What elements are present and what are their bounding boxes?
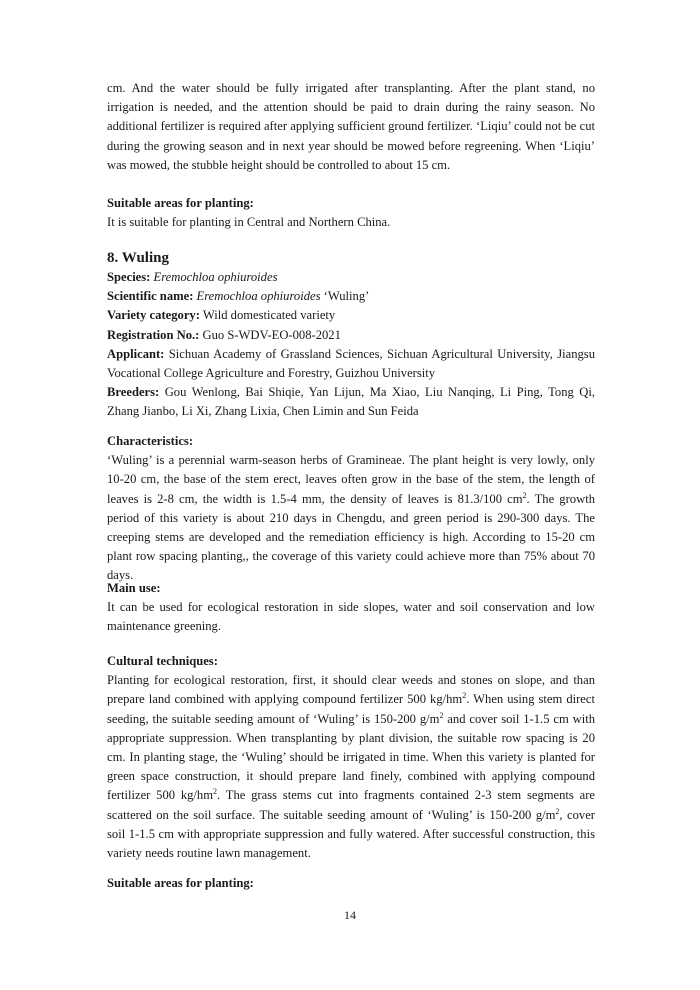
superscript: 2: [439, 710, 444, 720]
previous-areas-heading: Suitable areas for planting:: [107, 196, 254, 210]
breeders-line: [107, 383, 595, 421]
cultural-text-part: Planting for ecological restoration, first, it should clear weeds and stones on slope, and than prepare land combined with applying compound fertilizer 500 kg/hm: [107, 673, 595, 707]
main-use-text: It can be used for ecological restoration in side slopes, water and soil conservation and low maintenance greening.: [107, 600, 595, 634]
applicant-value: Sichuan Academy of Grassland Sciences, Sichuan Agricultural University, Jiangsu Vocational College Agriculture and Forestry, Guizhou University: [107, 346, 595, 381]
registration-value: Guo S-WDV-EO-008-2021: [199, 327, 341, 342]
variety-category-value: Wild domesticated variety: [199, 308, 336, 323]
breeders-value: Gou Wenlong, Bai Shiqie, Yan Lijun, Ma Xiao, Liu Nanqing, Li Ping, Tong Qi, Zhang Jianbo, Li Xi, Zhang Lixia, Chen Limin and Sun Feida: [107, 385, 595, 419]
entry-header: [107, 248, 595, 422]
superscript: 2: [213, 787, 218, 797]
cultural-text-part: and cover soil 1-1.5 cm with appropriate suppression. When transplanting by plant division, the suitable row spacing is 20 cm. In planting stage, the ‘Wuling’ should be irrigated in time. When this variety is planted for green space construction, it should prepare land finely, combined with applying compound fertilizer 500 kg/hm: [107, 711, 596, 803]
page-number: 14: [344, 908, 356, 922]
cultural-techniques-heading: Cultural techniques:: [107, 654, 218, 668]
scientific-name-value: Eremochloa ophiuroides: [196, 289, 321, 304]
species-label: Species:: [107, 270, 151, 284]
species-line: [107, 268, 595, 287]
applicant-line: [107, 345, 595, 383]
characteristics-text-part: . The growth period of this variety is about 210 days in Chengdu, and green period is 290-300 days. The creeping stems are developed and the remediation efficiency is high. According to 15-20 cm plant row spacing planting,, the coverage of this variety could achieve more than 75% about 70 days.: [107, 491, 595, 583]
characteristics-text-part: ‘Wuling’ is a perennial warm-season herbs of Gramineae. The plant height is very lowly, only 10-20 cm, the base of the stem erect, leaves often grow in the base of the stem, the length of leaves is 2-8 cm, the width is 1.5-4 mm, the density of leaves is 81.3/100 cm: [107, 453, 595, 506]
previous-section-text: cm. And the water should be fully irrigated after transplanting. After the plant stand, no irrigation is needed, and the attention should be paid to drain during the rainy season. No additional fertilizer is required after applying sufficient ground fertilizer. ‘Liqiu’ could not be cut during the growing season and in next year should be mowed before regreening. When ‘Liqiu’ was mowed, the stubble height should be controlled to about 15 cm.: [107, 81, 595, 172]
cultural-techniques-text: [107, 671, 595, 863]
characteristics-text: [107, 451, 595, 585]
main-use-heading: Main use:: [107, 581, 161, 595]
scientific-name-label: Scientific name:: [107, 289, 194, 304]
applicant-label: Applicant:: [107, 346, 165, 361]
previous-areas-text: It is suitable for planting in Central and Northern China.: [107, 215, 391, 230]
variety-category-line: [107, 306, 595, 325]
scientific-name-cultivar: ‘Wuling’: [320, 289, 370, 304]
breeders-label: Breeders:: [107, 385, 160, 400]
cultural-text-part: , cover soil 1-1.5 cm with appropriate suppression and fully watered. After successful construction, this variety needs routine lawn management.: [107, 807, 596, 861]
previous-section: [107, 79, 595, 175]
main-use-section: [107, 579, 595, 637]
entry-title: 8. Wuling: [107, 250, 169, 266]
cultural-techniques-section: [107, 652, 595, 863]
previous-areas: [107, 194, 595, 232]
characteristics-section: [107, 432, 595, 586]
scientific-name-line: [107, 287, 595, 306]
registration-label: Registration No.:: [107, 327, 200, 342]
cultural-text-part: . The grass stems cut into fragments contained 2-3 stem segments are scattered on the soil surface. The suitable seeding amount of ‘Wuling’ is 150-200 g/m: [107, 788, 595, 822]
superscript: 2: [555, 806, 560, 816]
superscript: 2: [462, 691, 467, 701]
variety-category-label: Variety category:: [107, 308, 200, 323]
characteristics-heading: Characteristics:: [107, 434, 194, 448]
species-value: Eremochloa ophiuroides: [153, 270, 278, 284]
cultural-text-part: . When using stem direct seeding, the suitable seeding amount of ‘Wuling’ is 150-200 g/m: [107, 692, 595, 726]
suitable-areas-section: [107, 874, 595, 893]
registration-line: [107, 326, 595, 345]
superscript: 2: [522, 490, 527, 500]
suitable-areas-heading: Suitable areas for planting:: [107, 876, 254, 890]
